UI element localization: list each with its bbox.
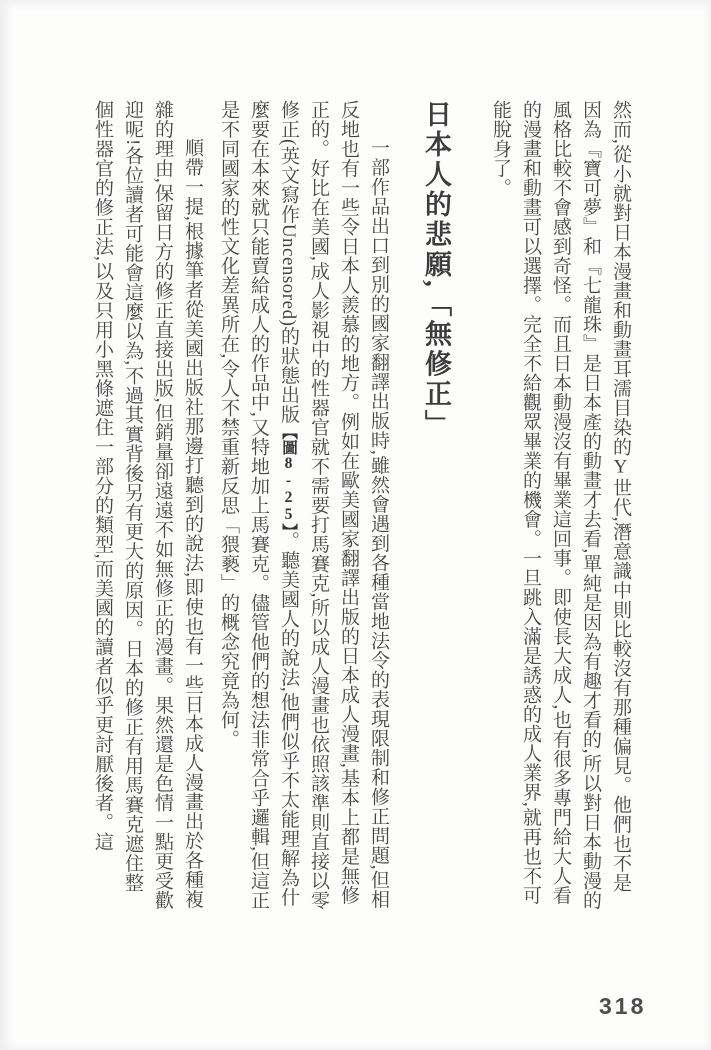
figure-reference: 【圖8-25】 — [280, 423, 297, 531]
body-paragraph — [213, 100, 393, 910]
section-heading — [415, 100, 457, 910]
text-run: 世代,潛意識中則比較沒有那種偏見。他們也不是因為『寶可夢』和『七龍珠』是日本產的動畫才去看,單純是因為有趣才看的,所以對日本動漫的風格比較不會感到奇怪。而且日本動漫沒有畢業這回事。即使長大成人,也有很多專門給大人看的漫畫和動畫可以選擇。完全不給觀眾畢業的機會。一旦跳入滿是誘惑的成人業界,就再也不可能脫身了。 — [490, 100, 631, 910]
body-paragraph — [485, 100, 635, 910]
text-run: 日本人的悲願,「無修正」 — [421, 100, 451, 440]
body-paragraph — [87, 100, 207, 910]
page-number: 318 — [599, 993, 647, 1019]
text-run: )的狀態出版 — [278, 319, 299, 424]
page-text — [87, 100, 635, 910]
latin-term: Uncensored — [278, 223, 299, 320]
text-run: 順帶一提,根據筆者從美國出版社那邊打聽到的說法,即使也有一些日本成人漫畫出於各種複雜的理由,保留日方的修正直接出版,但銷量卻遠遠不如無修正的漫畫。果然還是色情一點更受歡迎呢!各位讀者可能會這麼以為,不過其實背後另有更大的原因。日本的修正有用馬賽克遮住整個性器官的修正法,以及只用小黑條遮住一部分的類型,而美國的讀者似乎更討厭後者。這 — [92, 100, 203, 910]
upright-char: Y — [610, 456, 631, 478]
text-run: 然而,從小就對日本漫畫和動畫耳濡目染的 — [610, 100, 631, 457]
text-run: 。聽美國人的說法,他們似乎不太能理解為什麼要在本來就只能賣給成人的作品中,又特地加上馬賽克。儘管他們的想法非常合乎邏輯,但這正是不同國家的性文化差異所在,令人不禁重新反思「猥褻」的概念究竟為何。 — [218, 100, 299, 910]
text-run: 一部作品出口到別的國家翻譯出版時,雖然會遇到各種當地法令的表現限制和修正問題,但相反地也有一些令日本人羨慕的地方。例如在歐美國家翻譯出版的日本成人漫畫,基本上都是無修正的。好比在美國,成人影視中的性器官就不需要打馬賽克,所以成人漫畫也依照該準則直接以零修正(英文寫作 — [278, 100, 389, 910]
